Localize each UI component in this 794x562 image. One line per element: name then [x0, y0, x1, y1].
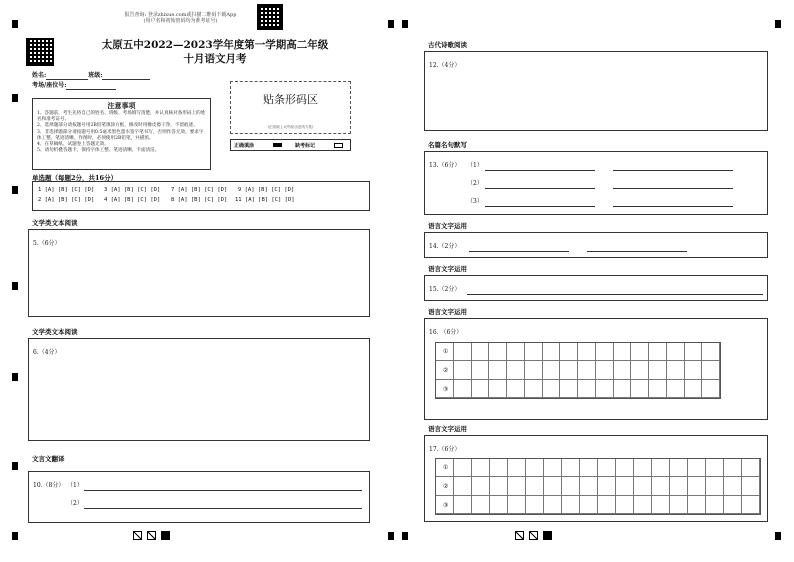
- grid-cell[interactable]: [614, 343, 632, 361]
- mc-item[interactable]: 2 [A] [B] [C] [D]: [38, 197, 95, 203]
- q17-row-label: ①: [443, 464, 449, 471]
- grid-cell[interactable]: [652, 459, 670, 477]
- grid-cell[interactable]: [454, 361, 472, 379]
- grid-cell[interactable]: [544, 496, 562, 514]
- page-marker-filled: [543, 531, 552, 540]
- question-label-q16: 16. （6分）: [429, 329, 463, 336]
- grid-cell[interactable]: [526, 496, 544, 514]
- grid-cell[interactable]: [685, 343, 703, 361]
- absent-checkbox[interactable]: [334, 143, 343, 148]
- grid-cell[interactable]: [560, 380, 578, 398]
- grid-cell[interactable]: [489, 343, 507, 361]
- grid-cell[interactable]: [562, 496, 580, 514]
- grid-cell[interactable]: [508, 477, 526, 495]
- section-title-q16: 语言文字运用: [428, 308, 467, 316]
- grid-cell[interactable]: [525, 361, 543, 379]
- grid-cell[interactable]: [670, 459, 688, 477]
- q17-writing-grid[interactable]: [435, 458, 761, 515]
- section-title-q14: 语言文字运用: [428, 222, 467, 230]
- grid-cell[interactable]: [578, 361, 596, 379]
- grid-cell[interactable]: [580, 496, 598, 514]
- fill-legend: 正确填涂 缺考标记: [230, 139, 351, 151]
- section-title-q13: 名篇名句默写: [428, 141, 467, 149]
- mc-box: [32, 181, 370, 211]
- page-marker-checked: [147, 531, 156, 540]
- timing-mark: [12, 186, 18, 194]
- mc-item[interactable]: 9 [A] [B] [C] [D]: [238, 187, 295, 193]
- grid-cell[interactable]: [525, 343, 543, 361]
- grid-cell[interactable]: [742, 496, 760, 514]
- grid-cell[interactable]: [543, 380, 561, 398]
- grid-cell[interactable]: [670, 496, 688, 514]
- question-label-q10: 10.（8分）: [33, 482, 65, 489]
- class-label: 班级:: [88, 72, 103, 79]
- question-label-q14: 14.（2分）: [429, 243, 461, 250]
- timing-mark: [12, 462, 18, 470]
- timing-mark: [388, 532, 394, 540]
- grid-cell[interactable]: [649, 380, 667, 398]
- q17-row-label: ③: [443, 502, 449, 509]
- grid-cell[interactable]: [742, 477, 760, 495]
- grid-cell[interactable]: [685, 361, 703, 379]
- barcode-title: 贴条形码区: [263, 93, 318, 106]
- grid-cell[interactable]: [670, 477, 688, 495]
- page-marker-filled: [161, 531, 170, 540]
- student-info: [32, 72, 150, 90]
- section-title-q12: 古代诗歌阅读: [428, 41, 467, 49]
- grid-cell[interactable]: [667, 361, 685, 379]
- grid-cell[interactable]: [596, 361, 614, 379]
- mc-title: 单选题（每题2分，共16分）: [32, 174, 118, 182]
- grid-cell[interactable]: [685, 380, 703, 398]
- answer-box-q5[interactable]: [28, 229, 370, 317]
- grid-cell[interactable]: [598, 496, 616, 514]
- grid-cell[interactable]: [507, 361, 525, 379]
- grid-cell[interactable]: [472, 477, 490, 495]
- grid-cell[interactable]: [688, 496, 706, 514]
- page-marker-checked: [133, 531, 142, 540]
- q13-part3-label: （3）: [467, 198, 483, 205]
- report-notice: 报告查询: 登录zhixue.com或扫描二维码下载App (用户名和初始密码均为准考证号): [124, 12, 237, 24]
- qr-code: [26, 38, 54, 66]
- q16-writing-grid[interactable]: [435, 342, 721, 399]
- grid-cell[interactable]: [490, 459, 508, 477]
- grid-cell[interactable]: [649, 343, 667, 361]
- grid-cell[interactable]: [649, 361, 667, 379]
- q15-line[interactable]: [467, 294, 763, 295]
- q16-row-label: ①: [443, 348, 449, 355]
- correct-fill-sample: [273, 143, 282, 147]
- barcode-hint: (正面朝上,切勿贴出虚线方框): [267, 125, 314, 129]
- mc-item[interactable]: 7 [A] [B] [C] [D]: [171, 187, 228, 193]
- grid-cell[interactable]: [525, 380, 543, 398]
- barcode-area: [230, 81, 351, 134]
- grid-cell[interactable]: [507, 380, 525, 398]
- mc-item[interactable]: 4 [A] [B] [C] [D]: [104, 197, 161, 203]
- grid-cell[interactable]: [454, 459, 472, 477]
- grid-cell[interactable]: [596, 343, 614, 361]
- grid-cell[interactable]: [543, 361, 561, 379]
- notes-box: [32, 98, 211, 170]
- q10-part1-line[interactable]: [84, 490, 362, 491]
- grid-cell[interactable]: [472, 343, 490, 361]
- grid-cell[interactable]: [631, 361, 649, 379]
- grid-cell[interactable]: [580, 459, 598, 477]
- grid-cell[interactable]: [578, 380, 596, 398]
- timing-mark: [12, 20, 18, 28]
- grid-cell[interactable]: [667, 343, 685, 361]
- answer-box-q16[interactable]: [424, 318, 768, 420]
- q13-line-3b[interactable]: [613, 206, 733, 207]
- grid-cell[interactable]: [472, 459, 490, 477]
- q13-part2-label: （2）: [467, 180, 483, 187]
- grid-cell[interactable]: [454, 343, 472, 361]
- q13-line-1b[interactable]: [613, 170, 733, 171]
- q16-row-label: ②: [443, 367, 449, 374]
- q13-line-1a[interactable]: [485, 170, 595, 171]
- grid-cell[interactable]: [631, 380, 649, 398]
- grid-cell[interactable]: [562, 477, 580, 495]
- timing-mark: [402, 20, 408, 28]
- grid-cell[interactable]: [562, 459, 580, 477]
- timing-mark: [775, 532, 781, 540]
- grid-cell[interactable]: [631, 343, 649, 361]
- timing-mark: [12, 373, 18, 381]
- grid-cell[interactable]: [652, 477, 670, 495]
- grid-cell[interactable]: [490, 496, 508, 514]
- grid-cell[interactable]: [598, 477, 616, 495]
- timing-mark: [775, 20, 781, 28]
- timing-mark: [12, 532, 18, 540]
- grid-cell[interactable]: [472, 361, 490, 379]
- grid-cell[interactable]: [490, 477, 508, 495]
- answer-box-q12[interactable]: [424, 51, 768, 131]
- grid-cell[interactable]: [634, 459, 652, 477]
- grid-cell[interactable]: [508, 496, 526, 514]
- grid-cell[interactable]: [526, 459, 544, 477]
- name-field[interactable]: [46, 72, 88, 80]
- grid-cell[interactable]: [724, 477, 742, 495]
- question-label-q12: 12.（4分）: [429, 62, 461, 69]
- timing-mark: [12, 94, 18, 102]
- grid-cell[interactable]: [560, 343, 578, 361]
- class-field[interactable]: [102, 72, 150, 80]
- notes-list: 1、答题前，考生先将自己的姓名、班级、考场填写清楚，并认真核对条形码上的姓名和准考证号。 2、选择题部分请按题号用2B铅笔填涂方框，修改时用橡皮擦干净，不留痕迹。 3、非选择题部分请按题号用0.5毫米黑色墨水签字笔书写，否则作答无效。要求字体工整、笔迹清晰。作图时，必须使用2B铅笔，并描浓。 4、在草稿纸、试题卷上答题无效。 5、请勿折叠答题卡，保持字体工整、笔迹清晰、卡面清洁。: [37, 111, 206, 154]
- answer-box-q6[interactable]: [28, 338, 370, 441]
- app-qr-code: [257, 4, 283, 30]
- mc-item[interactable]: 8 [A] [B] [C] [D]: [171, 197, 228, 203]
- grid-cell[interactable]: [706, 496, 724, 514]
- grid-cell[interactable]: [507, 343, 525, 361]
- q13-part1-label: （1）: [467, 162, 483, 169]
- question-label-q13: 13.（6分）: [429, 162, 461, 169]
- grid-cell[interactable]: [724, 459, 742, 477]
- grid-cell[interactable]: [742, 459, 760, 477]
- grid-cell[interactable]: [544, 477, 562, 495]
- notes-title: 注意事项: [107, 101, 136, 110]
- page-marker-checked: [515, 531, 524, 540]
- q14-line-a[interactable]: [469, 251, 569, 252]
- q13-line-3a[interactable]: [485, 206, 595, 207]
- grid-cell[interactable]: [472, 380, 490, 398]
- answer-box-q17[interactable]: [424, 435, 768, 522]
- question-label-q17: 17.（6分）: [429, 446, 461, 453]
- question-label-q6: 6.（4分）: [33, 349, 61, 356]
- grid-cell[interactable]: [544, 459, 562, 477]
- grid-cell[interactable]: [667, 380, 685, 398]
- section-title-q5: 文学类文本阅读: [32, 219, 78, 227]
- grid-cell[interactable]: [634, 477, 652, 495]
- q13-line-2a[interactable]: [485, 188, 595, 189]
- grid-cell[interactable]: [702, 361, 720, 379]
- grid-cell[interactable]: [688, 459, 706, 477]
- grid-cell[interactable]: [616, 477, 634, 495]
- grid-cell[interactable]: [616, 496, 634, 514]
- grid-cell[interactable]: [526, 477, 544, 495]
- mc-item[interactable]: 11 [A] [B] [C] [D]: [235, 197, 295, 203]
- mc-item[interactable]: 3 [A] [B] [C] [D]: [104, 187, 161, 193]
- section-title-q17: 语言文字运用: [428, 425, 467, 433]
- mc-item[interactable]: 1 [A] [B] [C] [D]: [38, 187, 95, 193]
- page-title: 太原五中2022—2023学年度第一学期高二年级 十月语文月考: [101, 39, 329, 65]
- question-label-q5: 5.（6分）: [33, 240, 61, 247]
- grid-cell[interactable]: [560, 361, 578, 379]
- q10-part1-label: （1）: [67, 482, 83, 489]
- q14-line-b[interactable]: [587, 251, 687, 252]
- timing-mark: [12, 282, 18, 290]
- grid-cell[interactable]: [614, 361, 632, 379]
- grid-cell[interactable]: [596, 380, 614, 398]
- q10-part2-line[interactable]: [84, 508, 362, 509]
- grid-cell[interactable]: [634, 496, 652, 514]
- exam-room-field[interactable]: [66, 82, 116, 90]
- q16-row-label: ③: [443, 386, 449, 393]
- page-marker-checked: [529, 531, 538, 540]
- section-title-q15: 语言文字运用: [428, 265, 467, 273]
- timing-mark: [402, 532, 408, 540]
- grid-cell[interactable]: [489, 361, 507, 379]
- grid-cell[interactable]: [706, 459, 724, 477]
- grid-cell[interactable]: [454, 380, 472, 398]
- grid-cell[interactable]: [706, 477, 724, 495]
- grid-cell[interactable]: [472, 496, 490, 514]
- exam-room-label: 考场/座位号:: [32, 82, 67, 89]
- answer-box-q10[interactable]: [28, 471, 370, 523]
- grid-cell[interactable]: [614, 380, 632, 398]
- grid-cell[interactable]: [688, 477, 706, 495]
- grid-cell[interactable]: [616, 459, 634, 477]
- grid-cell[interactable]: [702, 343, 720, 361]
- name-label: 姓名:: [32, 72, 47, 79]
- grid-cell[interactable]: [724, 496, 742, 514]
- grid-cell[interactable]: [454, 496, 472, 514]
- question-label-q15: 15.（2分）: [429, 286, 461, 293]
- answer-box-q14[interactable]: [424, 232, 768, 258]
- q17-row-label: ②: [443, 483, 449, 490]
- grid-cell[interactable]: [580, 477, 598, 495]
- grid-cell[interactable]: [578, 343, 596, 361]
- grid-cell[interactable]: [702, 380, 720, 398]
- grid-cell[interactable]: [454, 477, 472, 495]
- grid-cell[interactable]: [489, 380, 507, 398]
- section-title-q10: 文言文翻译: [32, 455, 65, 463]
- section-title-q6: 文学类文本阅读: [32, 328, 78, 336]
- timing-mark: [388, 20, 394, 28]
- grid-cell[interactable]: [598, 459, 616, 477]
- q10-part2-label: （2）: [67, 500, 83, 507]
- q13-line-2b[interactable]: [613, 188, 733, 189]
- answer-box-q13[interactable]: [424, 151, 768, 215]
- grid-cell[interactable]: [652, 496, 670, 514]
- grid-cell[interactable]: [543, 343, 561, 361]
- answer-box-q15[interactable]: [424, 275, 768, 301]
- grid-cell[interactable]: [508, 459, 526, 477]
